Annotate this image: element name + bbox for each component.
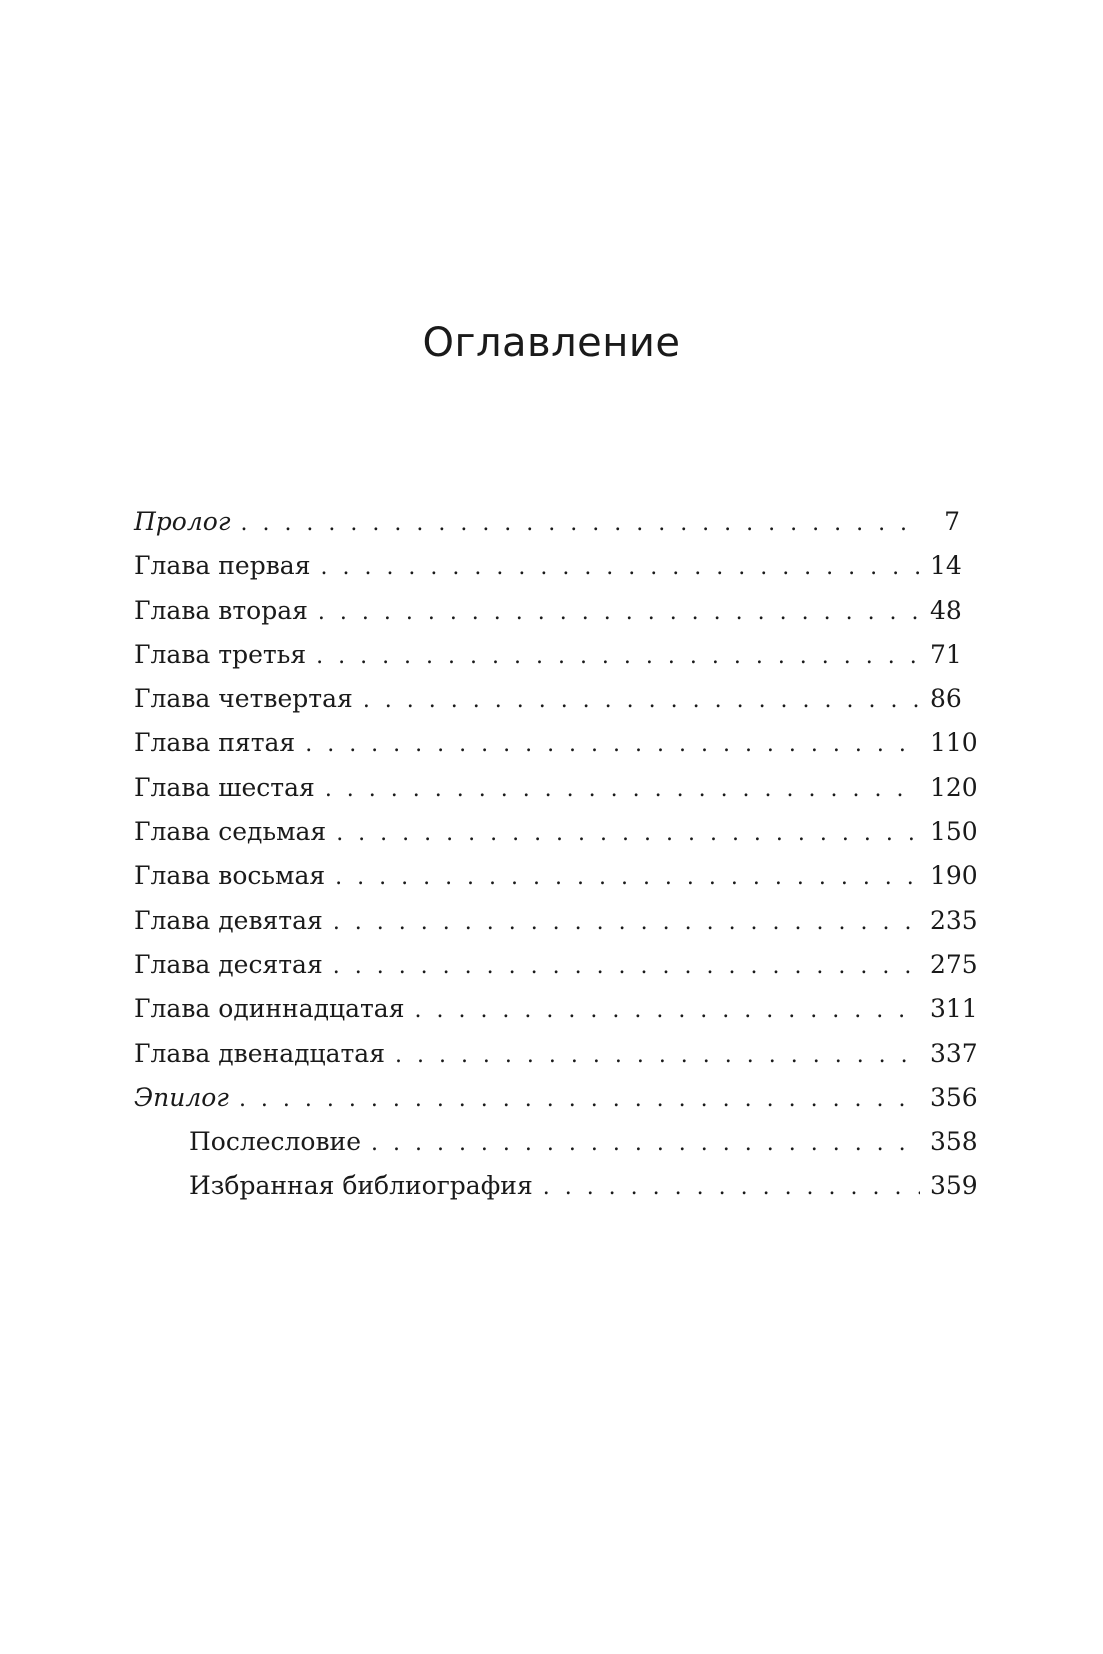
toc-dot-leader — [395, 1043, 920, 1068]
toc-entry[interactable] — [134, 596, 960, 640]
toc-entry-label: Глава пятая — [134, 728, 296, 758]
toc-entry[interactable] — [134, 772, 978, 817]
toc-entry-label: Глава одиннадцатая — [134, 994, 405, 1024]
toc-dot-leader — [333, 954, 920, 979]
toc-dot-leader — [371, 1131, 920, 1156]
toc-entry-label: Глава третья — [134, 639, 307, 669]
toc-dot-leader — [335, 865, 920, 890]
toc-entry-page: 120 — [930, 772, 978, 802]
toc-entry-page: 337 — [930, 1038, 978, 1068]
toc-entry[interactable] — [134, 861, 978, 905]
toc-entry[interactable] — [134, 949, 978, 994]
toc-entry-label: Избранная библиография — [189, 1171, 533, 1201]
toc-entry-label: Глава вторая — [134, 595, 308, 625]
toc-entry-page: 311 — [930, 994, 978, 1024]
toc-dot-leader — [316, 644, 920, 669]
toc-entry-label: Глава седьмая — [134, 817, 327, 847]
toc-dot-leader — [318, 600, 920, 625]
toc-entry-label: Пролог — [134, 507, 231, 536]
toc-entry-page: 235 — [930, 905, 978, 935]
toc-entry-page: 14 — [930, 551, 962, 581]
toc-entry-page: 110 — [930, 728, 978, 758]
toc-entry-page: 359 — [930, 1171, 978, 1201]
toc-entry[interactable] — [134, 551, 960, 595]
toc-entry-page: 190 — [930, 861, 978, 891]
toc-entry-label: Глава шестая — [134, 772, 315, 802]
toc-entry-page: 356 — [930, 1082, 978, 1112]
toc-entry-label: Глава первая — [134, 551, 311, 581]
toc-dot-leader — [320, 555, 920, 580]
toc-dot-leader — [336, 821, 920, 846]
toc-entry-page: 71 — [930, 639, 962, 669]
toc-dot-leader — [333, 910, 920, 935]
page-title: Оглавление — [422, 320, 681, 366]
toc-entry-label: Глава девятая — [134, 905, 323, 935]
toc-entry-label: Глава восьмая — [134, 861, 326, 891]
toc-entry[interactable] — [134, 728, 978, 772]
toc-dot-leader — [325, 777, 920, 802]
toc-dot-leader — [305, 732, 920, 757]
toc-entry-label: Эпилог — [134, 1082, 229, 1112]
toc-entry[interactable] — [134, 1127, 978, 1171]
toc-entry-page: 150 — [930, 817, 978, 847]
toc-entry[interactable] — [134, 817, 978, 861]
toc-entry[interactable] — [134, 507, 960, 551]
toc-dot-leader — [414, 998, 920, 1023]
toc-entry-label: Послесловие — [189, 1127, 361, 1157]
toc-entry-page: 7 — [944, 507, 960, 536]
table-of-contents — [134, 507, 978, 1216]
toc-entry-page: 358 — [930, 1127, 978, 1157]
toc-entry-page: 275 — [930, 949, 978, 979]
toc-entry-label: Глава двенадцатая — [134, 1038, 385, 1068]
toc-dot-leader — [240, 511, 920, 536]
toc-entry-label: Глава четвертая — [134, 684, 353, 714]
toc-entry[interactable] — [134, 640, 960, 684]
toc-dot-leader — [363, 688, 920, 713]
toc-entry-page: 48 — [930, 595, 962, 625]
toc-entry[interactable] — [134, 1038, 978, 1083]
toc-entry[interactable] — [134, 684, 960, 728]
toc-entry[interactable] — [134, 905, 978, 950]
toc-entry[interactable] — [134, 1082, 978, 1127]
toc-entry-label: Глава десятая — [134, 949, 323, 979]
toc-entry[interactable] — [134, 994, 978, 1038]
toc-entry[interactable] — [134, 1171, 978, 1215]
toc-dot-leader — [239, 1087, 920, 1112]
toc-entry-page: 86 — [930, 684, 962, 714]
toc-dot-leader — [543, 1175, 920, 1200]
